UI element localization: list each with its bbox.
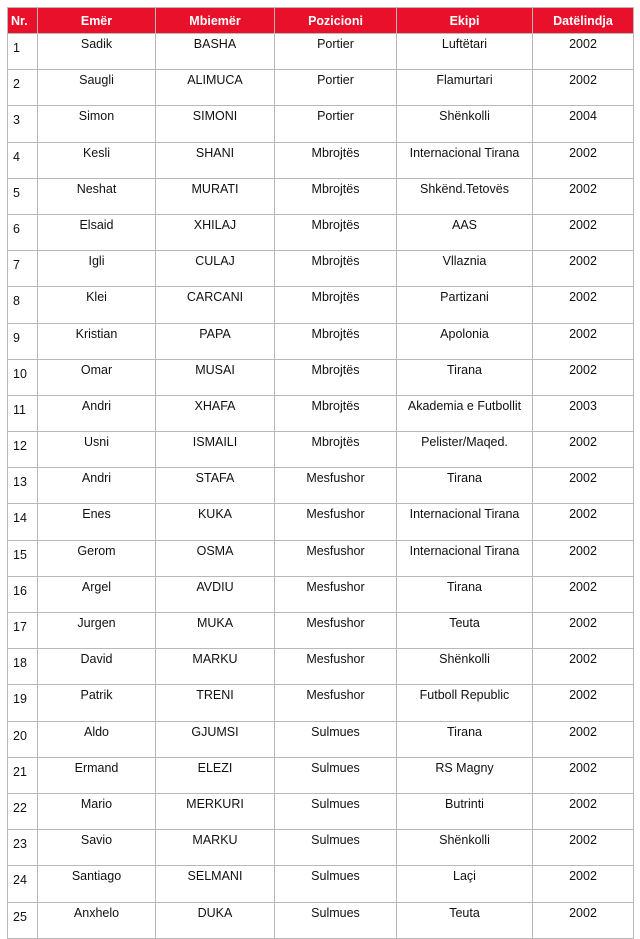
cell-nr: 7 <box>8 251 38 287</box>
cell-birth-year: 2002 <box>533 649 634 685</box>
cell-birth-year: 2002 <box>533 613 634 649</box>
cell-team: Tirana <box>397 359 533 395</box>
cell-nr: 15 <box>8 540 38 576</box>
cell-position: Mbrojtës <box>275 395 397 431</box>
header-last-name: Mbiemër <box>156 8 275 34</box>
cell-team: Teuta <box>397 902 533 938</box>
cell-last-name: SIMONI <box>156 106 275 142</box>
cell-position: Sulmues <box>275 866 397 902</box>
cell-nr: 16 <box>8 576 38 612</box>
table-row <box>8 540 634 576</box>
table-row <box>8 142 634 178</box>
cell-first-name: Sadik <box>38 34 156 70</box>
cell-team: Tirana <box>397 468 533 504</box>
cell-position: Sulmues <box>275 793 397 829</box>
cell-team: Butrinti <box>397 793 533 829</box>
cell-first-name: Gerom <box>38 540 156 576</box>
cell-last-name: GJUMSI <box>156 721 275 757</box>
table-row <box>8 468 634 504</box>
cell-nr: 11 <box>8 395 38 431</box>
cell-birth-year: 2002 <box>533 793 634 829</box>
cell-last-name: DUKA <box>156 902 275 938</box>
cell-position: Portier <box>275 34 397 70</box>
cell-birth-year: 2002 <box>533 902 634 938</box>
table-header <box>8 8 634 34</box>
cell-last-name: ISMAILI <box>156 432 275 468</box>
cell-nr: 14 <box>8 504 38 540</box>
cell-first-name: Patrik <box>38 685 156 721</box>
cell-last-name: MERKURI <box>156 793 275 829</box>
table-row <box>8 395 634 431</box>
cell-birth-year: 2004 <box>533 106 634 142</box>
cell-first-name: Neshat <box>38 178 156 214</box>
cell-first-name: Argel <box>38 576 156 612</box>
cell-team: Shënkolli <box>397 649 533 685</box>
cell-team: Internacional Tirana <box>397 540 533 576</box>
cell-position: Sulmues <box>275 830 397 866</box>
table-row <box>8 214 634 250</box>
cell-first-name: Andri <box>38 468 156 504</box>
cell-team: RS Magny <box>397 757 533 793</box>
table-row <box>8 323 634 359</box>
table-row <box>8 432 634 468</box>
cell-birth-year: 2002 <box>533 721 634 757</box>
table-row <box>8 721 634 757</box>
cell-last-name: MARKU <box>156 649 275 685</box>
cell-birth-year: 2002 <box>533 359 634 395</box>
header-first-name: Emër <box>38 8 156 34</box>
table-row <box>8 251 634 287</box>
cell-birth-year: 2002 <box>533 468 634 504</box>
cell-first-name: Kristian <box>38 323 156 359</box>
cell-last-name: OSMA <box>156 540 275 576</box>
cell-last-name: ELEZI <box>156 757 275 793</box>
cell-team: AAS <box>397 214 533 250</box>
cell-first-name: Anxhelo <box>38 902 156 938</box>
table-row <box>8 649 634 685</box>
cell-position: Portier <box>275 106 397 142</box>
cell-last-name: MUKA <box>156 613 275 649</box>
cell-last-name: CULAJ <box>156 251 275 287</box>
table-row <box>8 106 634 142</box>
cell-team: Apolonia <box>397 323 533 359</box>
cell-first-name: Saugli <box>38 70 156 106</box>
cell-nr: 18 <box>8 649 38 685</box>
cell-first-name: Klei <box>38 287 156 323</box>
cell-birth-year: 2002 <box>533 178 634 214</box>
cell-birth-year: 2002 <box>533 757 634 793</box>
cell-nr: 10 <box>8 359 38 395</box>
cell-last-name: ALIMUCA <box>156 70 275 106</box>
cell-last-name: TRENI <box>156 685 275 721</box>
cell-nr: 21 <box>8 757 38 793</box>
cell-position: Mesfushor <box>275 540 397 576</box>
cell-position: Mesfushor <box>275 504 397 540</box>
cell-nr: 5 <box>8 178 38 214</box>
table-body <box>8 34 634 939</box>
cell-birth-year: 2003 <box>533 395 634 431</box>
cell-position: Mesfushor <box>275 685 397 721</box>
cell-first-name: Enes <box>38 504 156 540</box>
table-row <box>8 793 634 829</box>
table-row <box>8 757 634 793</box>
cell-birth-year: 2002 <box>533 432 634 468</box>
cell-team: Luftëtari <box>397 34 533 70</box>
cell-last-name: KUKA <box>156 504 275 540</box>
cell-position: Mbrojtës <box>275 287 397 323</box>
cell-first-name: Ermand <box>38 757 156 793</box>
cell-nr: 8 <box>8 287 38 323</box>
cell-birth-year: 2002 <box>533 70 634 106</box>
cell-first-name: Mario <box>38 793 156 829</box>
cell-birth-year: 2002 <box>533 830 634 866</box>
cell-position: Mesfushor <box>275 649 397 685</box>
cell-position: Mbrojtës <box>275 142 397 178</box>
table-row <box>8 685 634 721</box>
header-nr: Nr. <box>8 8 38 34</box>
cell-last-name: MARKU <box>156 830 275 866</box>
cell-team: Internacional Tirana <box>397 504 533 540</box>
cell-position: Sulmues <box>275 902 397 938</box>
cell-birth-year: 2002 <box>533 287 634 323</box>
cell-nr: 17 <box>8 613 38 649</box>
cell-nr: 9 <box>8 323 38 359</box>
header-row <box>8 8 634 34</box>
cell-first-name: Usni <box>38 432 156 468</box>
cell-nr: 22 <box>8 793 38 829</box>
cell-last-name: SHANI <box>156 142 275 178</box>
cell-position: Mesfushor <box>275 468 397 504</box>
cell-position: Portier <box>275 70 397 106</box>
table-row <box>8 902 634 938</box>
table-row <box>8 287 634 323</box>
cell-position: Mbrojtës <box>275 251 397 287</box>
cell-nr: 13 <box>8 468 38 504</box>
cell-team: Futboll Republic <box>397 685 533 721</box>
cell-last-name: MURATI <box>156 178 275 214</box>
cell-nr: 19 <box>8 685 38 721</box>
cell-nr: 4 <box>8 142 38 178</box>
cell-birth-year: 2002 <box>533 34 634 70</box>
cell-nr: 23 <box>8 830 38 866</box>
cell-nr: 24 <box>8 866 38 902</box>
cell-team: Partizani <box>397 287 533 323</box>
cell-last-name: XHILAJ <box>156 214 275 250</box>
cell-last-name: XHAFA <box>156 395 275 431</box>
cell-first-name: Simon <box>38 106 156 142</box>
header-birth-year: Datëlindja <box>533 8 634 34</box>
cell-birth-year: 2002 <box>533 251 634 287</box>
cell-team: Pelister/Maqed. <box>397 432 533 468</box>
cell-position: Sulmues <box>275 757 397 793</box>
cell-last-name: CARCANI <box>156 287 275 323</box>
header-team: Ekipi <box>397 8 533 34</box>
table-row <box>8 866 634 902</box>
cell-team: Shënkolli <box>397 106 533 142</box>
cell-last-name: PAPA <box>156 323 275 359</box>
cell-last-name: STAFA <box>156 468 275 504</box>
cell-nr: 1 <box>8 34 38 70</box>
table-row <box>8 178 634 214</box>
header-position: Pozicioni <box>275 8 397 34</box>
cell-birth-year: 2002 <box>533 323 634 359</box>
cell-first-name: Kesli <box>38 142 156 178</box>
cell-first-name: Elsaid <box>38 214 156 250</box>
cell-position: Mesfushor <box>275 613 397 649</box>
table-row <box>8 504 634 540</box>
table-row <box>8 613 634 649</box>
cell-last-name: BASHA <box>156 34 275 70</box>
cell-position: Mbrojtës <box>275 323 397 359</box>
table-row <box>8 70 634 106</box>
cell-first-name: David <box>38 649 156 685</box>
cell-nr: 12 <box>8 432 38 468</box>
cell-team: Vllaznia <box>397 251 533 287</box>
cell-first-name: Savio <box>38 830 156 866</box>
cell-nr: 3 <box>8 106 38 142</box>
cell-position: Sulmues <box>275 721 397 757</box>
cell-birth-year: 2002 <box>533 142 634 178</box>
cell-nr: 25 <box>8 902 38 938</box>
cell-birth-year: 2002 <box>533 685 634 721</box>
table-row <box>8 576 634 612</box>
cell-first-name: Santiago <box>38 866 156 902</box>
cell-nr: 20 <box>8 721 38 757</box>
cell-first-name: Igli <box>38 251 156 287</box>
cell-team: Tirana <box>397 576 533 612</box>
cell-position: Mbrojtës <box>275 432 397 468</box>
cell-first-name: Omar <box>38 359 156 395</box>
cell-birth-year: 2002 <box>533 214 634 250</box>
cell-last-name: SELMANI <box>156 866 275 902</box>
cell-team: Flamurtari <box>397 70 533 106</box>
cell-nr: 2 <box>8 70 38 106</box>
cell-birth-year: 2002 <box>533 576 634 612</box>
cell-team: Shkënd.Tetovës <box>397 178 533 214</box>
table-row <box>8 34 634 70</box>
players-table <box>7 7 634 939</box>
cell-nr: 6 <box>8 214 38 250</box>
cell-last-name: AVDIU <box>156 576 275 612</box>
cell-first-name: Aldo <box>38 721 156 757</box>
cell-team: Teuta <box>397 613 533 649</box>
cell-team: Tirana <box>397 721 533 757</box>
cell-first-name: Jurgen <box>38 613 156 649</box>
cell-position: Mbrojtës <box>275 214 397 250</box>
cell-team: Akademia e Futbollit <box>397 395 533 431</box>
cell-birth-year: 2002 <box>533 866 634 902</box>
cell-position: Mbrojtës <box>275 359 397 395</box>
cell-team: Laçi <box>397 866 533 902</box>
cell-first-name: Andri <box>38 395 156 431</box>
table-row <box>8 830 634 866</box>
cell-position: Mbrojtës <box>275 178 397 214</box>
cell-birth-year: 2002 <box>533 540 634 576</box>
cell-team: Shënkolli <box>397 830 533 866</box>
table-row <box>8 359 634 395</box>
cell-birth-year: 2002 <box>533 504 634 540</box>
cell-position: Mesfushor <box>275 576 397 612</box>
cell-last-name: MUSAI <box>156 359 275 395</box>
cell-team: Internacional Tirana <box>397 142 533 178</box>
